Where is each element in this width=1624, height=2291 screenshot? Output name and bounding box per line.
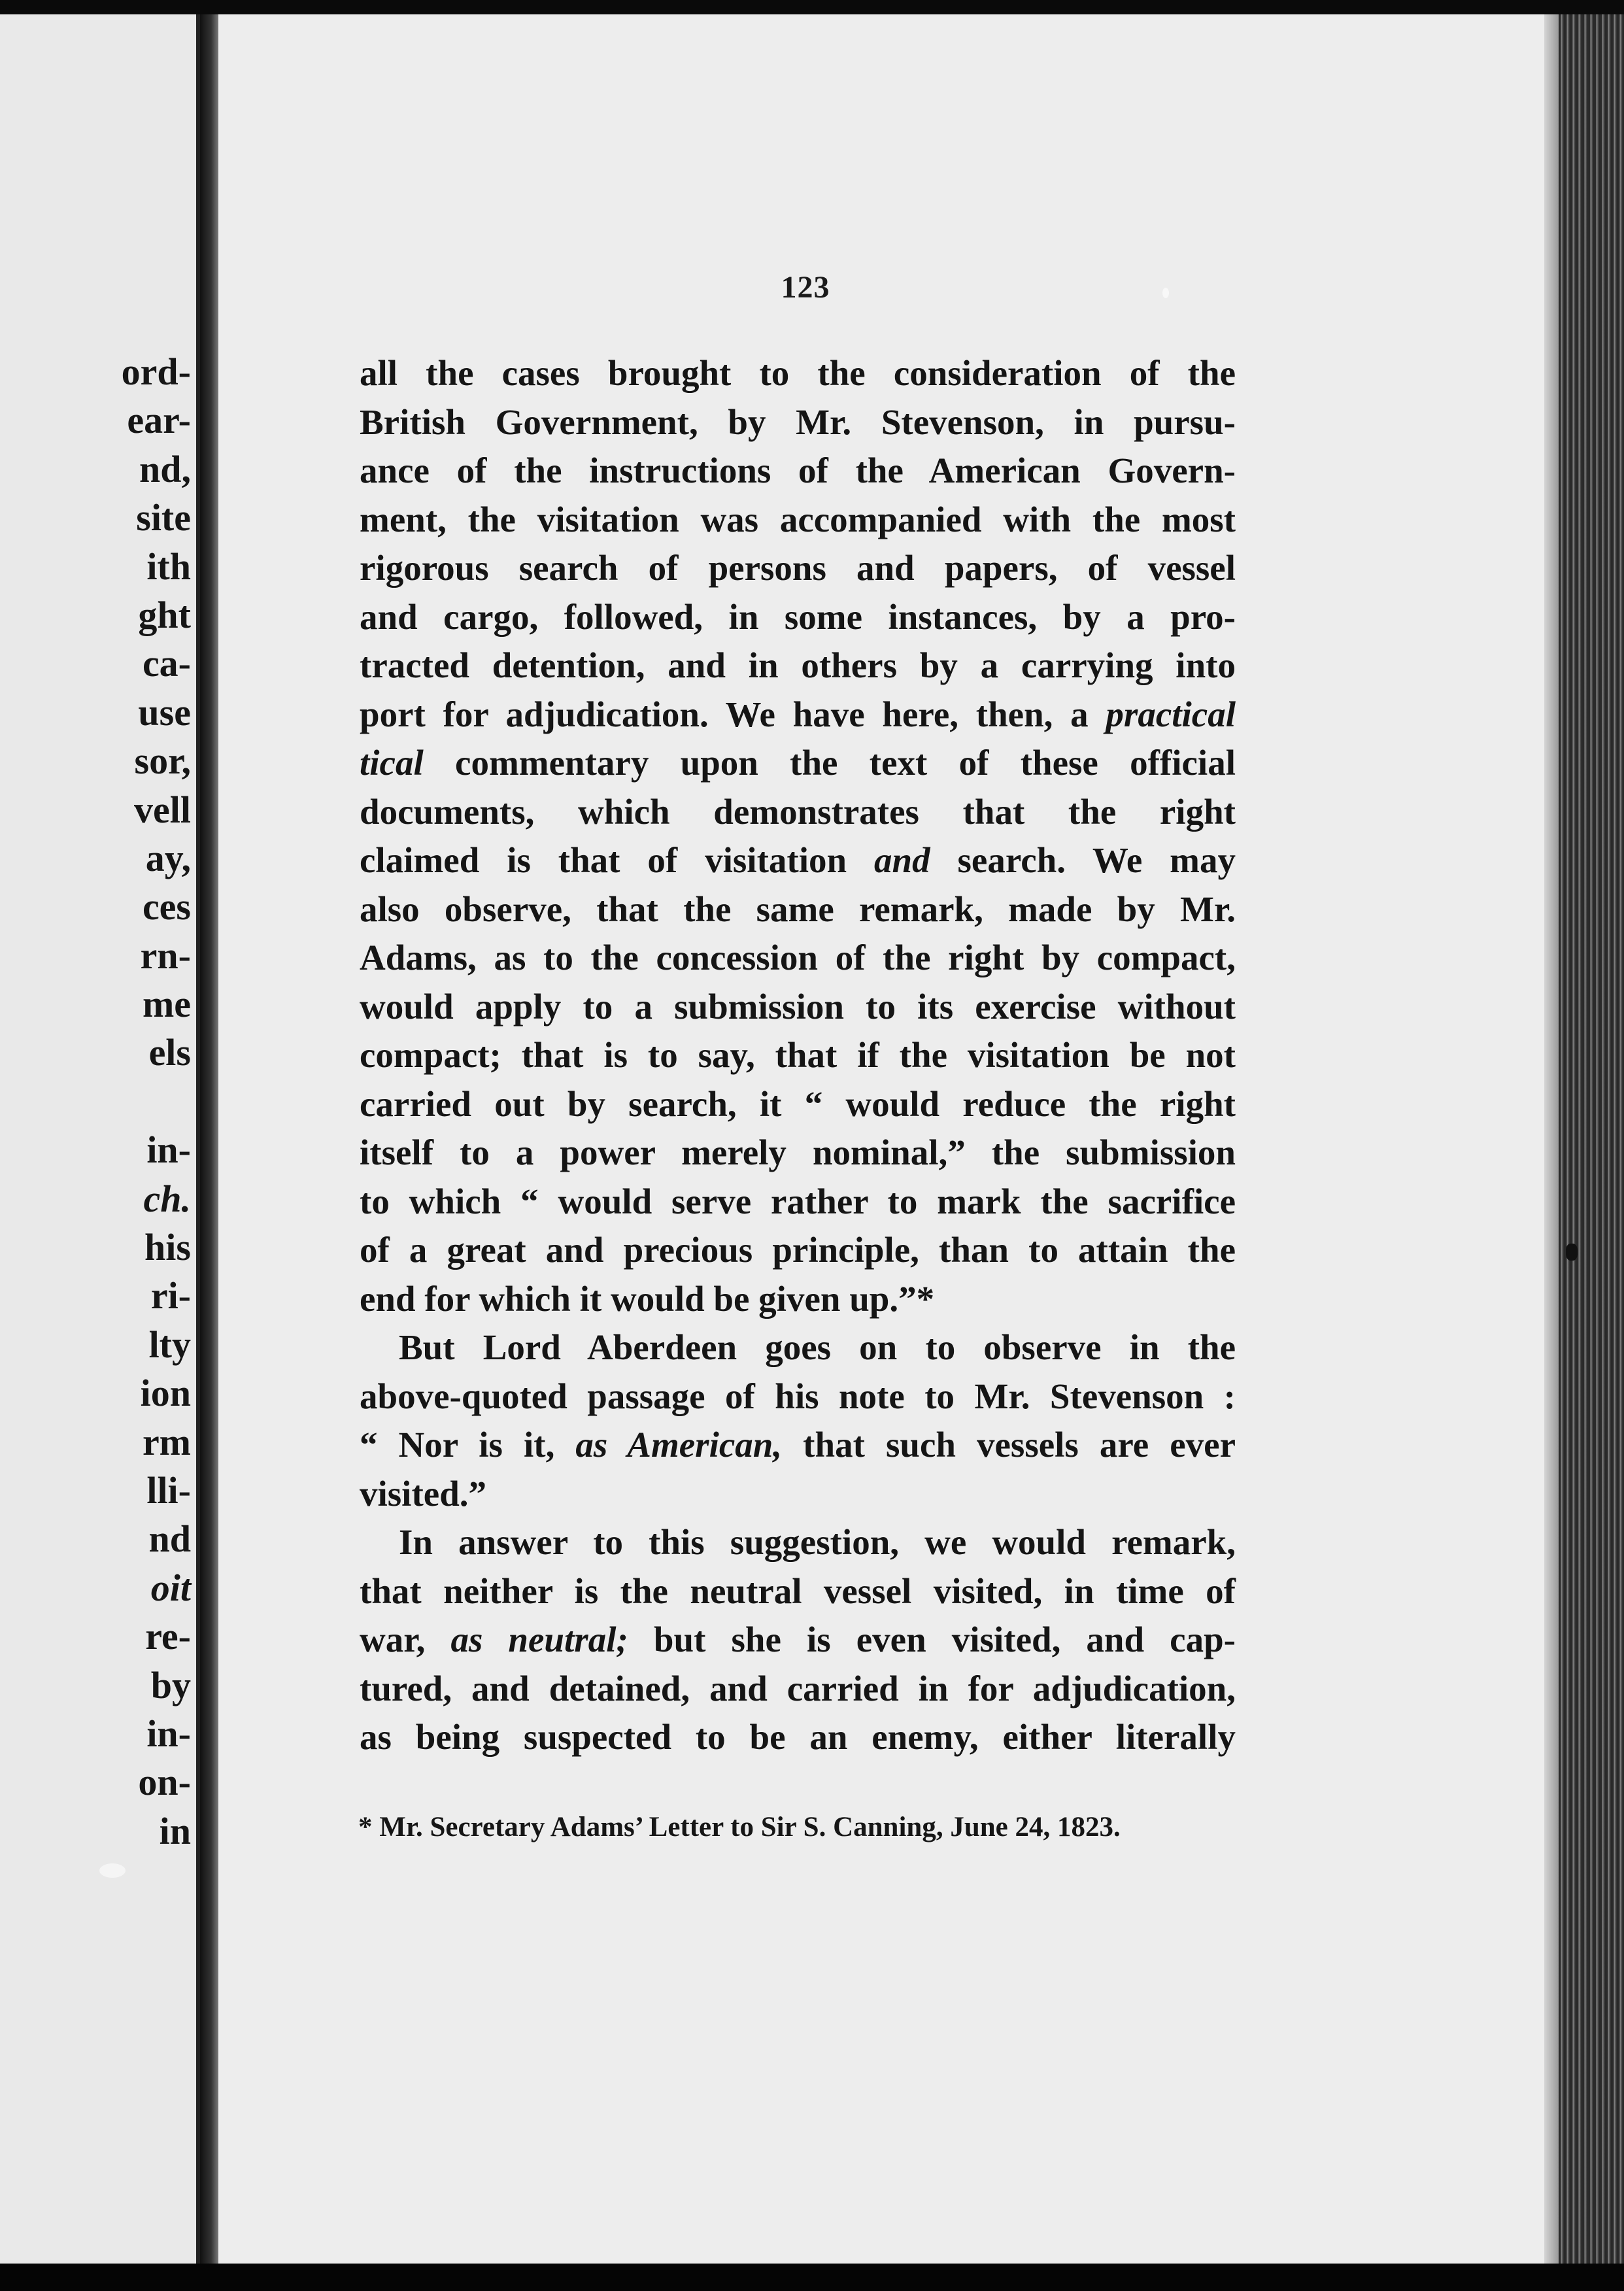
fragment: in- (146, 1129, 191, 1172)
fragment: use (138, 690, 191, 734)
fragment: ght (138, 593, 191, 636)
fragment: by (150, 1663, 191, 1706)
text-line: documents, which demonstrates that the right (360, 791, 1236, 832)
fragment (122, 1078, 191, 1126)
text-run: “ Nor is it, (360, 1425, 576, 1465)
text-line: tured, and detained, and carried in for adjudication, (360, 1668, 1236, 1708)
fragment: ear- (127, 399, 191, 442)
facing-page-left (0, 14, 200, 2264)
text-run: claimed is that of visitation (360, 840, 874, 880)
text-line: and cargo, followed, in some instances, by a pro- (360, 596, 1236, 637)
text-line (360, 1616, 1236, 1665)
text-line (360, 1421, 1236, 1470)
fragment: me (142, 983, 191, 1026)
page-edge-shadow (1544, 14, 1559, 2264)
text-line: would apply to a submission to its exercise without (360, 986, 1236, 1027)
scan-top-border (0, 0, 1624, 14)
fragment: site (136, 496, 191, 539)
fragment: ith (146, 545, 191, 588)
text-line (360, 739, 1236, 788)
text-line: all the cases brought to the consideration of the (360, 353, 1236, 393)
fragment: ca- (142, 642, 191, 685)
text-run: but she is even visited, and cap- (628, 1620, 1236, 1659)
scan-speck (99, 1863, 126, 1878)
fragment: ord- (121, 350, 191, 393)
fragment: lty (148, 1323, 191, 1366)
text-line: ance of the instructions of the American Govern- (360, 450, 1236, 490)
italic-text: and (874, 840, 930, 880)
fragment: ay, (145, 836, 191, 879)
text-line: compact; that is to say, that if the visitation be not (360, 1035, 1236, 1075)
scan-mark (1566, 1244, 1578, 1261)
text-line: tracted detention, and in others by a carrying into (360, 645, 1236, 685)
text-line: to which “ would serve rather to mark the sacrifice (360, 1181, 1236, 1221)
footnote: * Mr. Secretary Adams’ Letter to Sir S. Canning, June 24, 1823. (358, 1812, 1121, 1842)
text-line: end for which it would be given up.”* (360, 1278, 935, 1319)
page-number: 123 (781, 270, 830, 305)
text-run: that such vessels are ever (782, 1425, 1236, 1465)
text-line (360, 690, 1236, 739)
text-run: search. We may (930, 840, 1236, 880)
text-line: also observe, that the same remark, made by Mr. (360, 889, 1236, 929)
book-gutter (200, 14, 218, 2264)
fragment: vell (134, 788, 191, 831)
text-run: commentary upon the text of these official (423, 743, 1236, 783)
fragment: rm (142, 1420, 191, 1463)
fragment: re- (145, 1615, 191, 1658)
text-line: ment, the visitation was accompanied with the most (360, 499, 1236, 539)
fragment: nd (148, 1518, 191, 1561)
text-line: British Government, by Mr. Stevenson, in pursu- (360, 401, 1236, 442)
text-line: that neither is the neutral vessel visited, in time of (360, 1570, 1236, 1611)
body-text (360, 349, 1236, 1762)
text-line: carried out by search, it “ would reduce the right (360, 1083, 1236, 1124)
text-line: But Lord Aberdeen goes on to observe in the (399, 1327, 1236, 1367)
text-line: visited.” (360, 1473, 487, 1514)
italic-text: practical (1106, 694, 1236, 734)
fragment: sor, (134, 739, 191, 783)
fragment: ion (140, 1372, 191, 1415)
fragment: nd, (139, 447, 191, 490)
fragment: in- (146, 1712, 191, 1755)
fragment: ch. (143, 1177, 191, 1220)
text-run: war, (360, 1620, 451, 1659)
text-line: itself to a power merely nominal,” the submission (360, 1132, 1236, 1172)
text-line: of a great and precious principle, than to attain the (360, 1230, 1236, 1270)
fragment: rn- (140, 934, 191, 977)
fragment: his (144, 1226, 191, 1269)
fragment: ri- (150, 1274, 191, 1317)
text-line: as being suspected to be an enemy, either literally (360, 1717, 1236, 1757)
fragment: lli- (146, 1468, 191, 1512)
text-line: Adams, as to the concession of the right by compact, (360, 938, 1236, 977)
facing-page-text-fragments (122, 348, 191, 1856)
fragment: on- (138, 1761, 191, 1804)
text-line: above-quoted passage of his note to Mr. Stevenson : (360, 1376, 1236, 1416)
text-line (360, 836, 1236, 885)
fragment: ces (142, 885, 191, 928)
book-page-edges (1559, 14, 1624, 2264)
italic-text: as American, (575, 1425, 783, 1465)
italic-text: tical (360, 743, 424, 783)
fragment: els (148, 1031, 191, 1074)
text-line: rigorous search of persons and papers, of vessel (360, 548, 1236, 588)
scan-speck (1162, 288, 1169, 298)
text-run: port for adjudication. We have here, then, a (360, 694, 1106, 734)
italic-text: as neutral; (450, 1620, 628, 1659)
text-line: In answer to this suggestion, we would remark, (399, 1522, 1236, 1562)
fragment: in (159, 1809, 191, 1852)
fragment: oit (150, 1566, 191, 1609)
